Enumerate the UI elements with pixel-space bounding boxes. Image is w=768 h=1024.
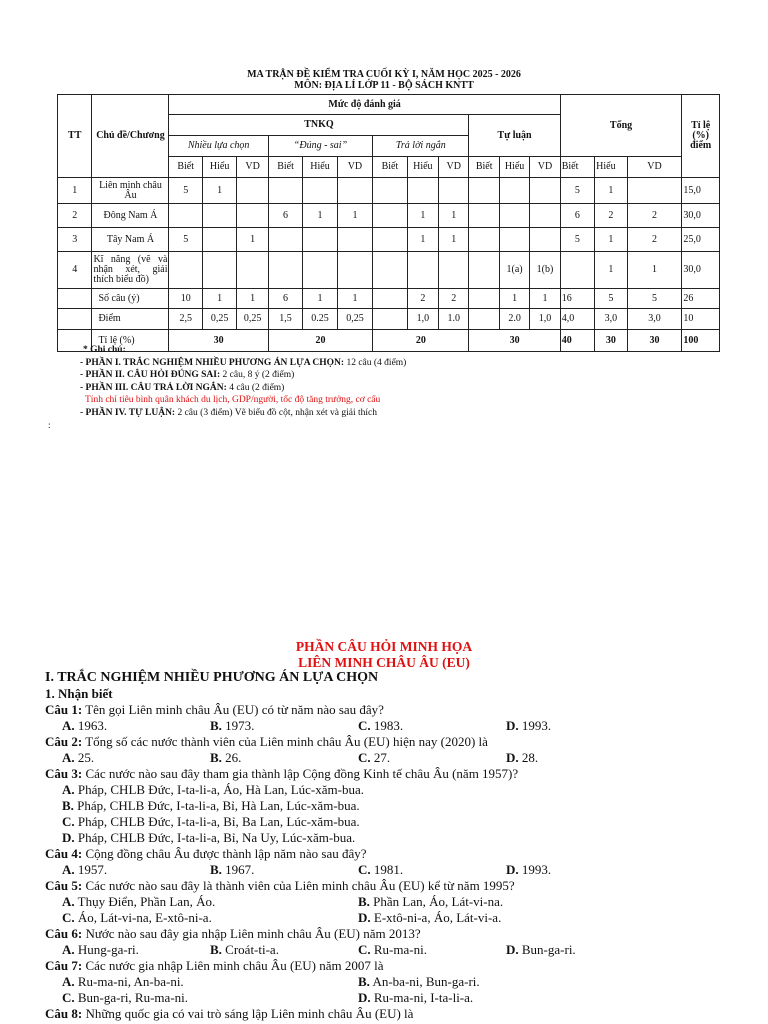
ti-le-cell: 20 (268, 330, 372, 352)
note-red: Tính chỉ tiêu bình quân khách du lịch, GDP/người, tốc độ tăng trưởng, cơ cấu (85, 395, 381, 405)
matrix-cell: 1 (627, 252, 682, 289)
matrix-cell: 6 (560, 204, 594, 228)
level-header-cell: Hiểu (407, 157, 438, 178)
matrix-cell (337, 228, 372, 252)
matrix-cell (373, 178, 407, 204)
row-tt: 1 (58, 178, 92, 204)
matrix-cell (499, 204, 529, 228)
answer-option: C. Áo, Lát-vi-na, E-xtô-ni-a. (62, 910, 212, 925)
answer-option: A. 1957. (62, 862, 108, 877)
matrix-cell (439, 178, 469, 204)
subheading-nhan-biet: 1. Nhận biết (45, 686, 113, 701)
row-tt: 2 (58, 204, 92, 228)
row-topic: Kĩ năng (vẽ và nhận xét, giải thích biểu đồ) (92, 252, 169, 289)
notes-title: * Ghi chú: (83, 345, 126, 355)
level-header-cell: Biết (560, 157, 594, 178)
matrix-cell: 2 (595, 204, 627, 228)
summary-cell: 1.0 (439, 309, 469, 330)
matrix-title: MA TRẬN ĐỀ KIỂM TRA CUỐI KỲ I, NĂM HỌC 2025 - 2026 (247, 69, 521, 80)
summary-cell: 1 (337, 289, 372, 309)
matrix-cell (530, 228, 560, 252)
summary-cell: 10 (169, 289, 202, 309)
matrix-row (58, 178, 720, 204)
summary-cell: 1 (202, 289, 236, 309)
question-stem: Câu 8: Những quốc gia có vai trò sáng lập Liên minh châu Âu (EU) là (45, 1006, 414, 1021)
question-stem: Câu 1: Tên gọi Liên minh châu Âu (EU) có từ năm nào sau đây? (45, 702, 384, 717)
summary-cell (373, 289, 407, 309)
ti-le-cell: 30 (627, 330, 682, 352)
answer-option: C. 1983. (358, 718, 404, 733)
answer-option: D. E-xtô-ni-a, Áo, Lát-vi-a. (358, 910, 502, 925)
matrix-cell (169, 204, 202, 228)
header-muc-do: Mức độ đánh giá (169, 95, 560, 115)
answer-option: A. Thụy Điển, Phần Lan, Áo. (62, 894, 216, 909)
matrix-row (58, 228, 720, 252)
answer-option: A. 25. (62, 750, 95, 765)
matrix-cell (373, 228, 407, 252)
row-topic: Tây Nam Á (92, 228, 169, 252)
summary-cell: 0,25 (237, 309, 268, 330)
matrix-cell (373, 204, 407, 228)
summary-cell: 1 (303, 289, 337, 309)
matrix-cell (337, 252, 372, 289)
matrix-cell (237, 178, 268, 204)
matrix-cell (268, 228, 302, 252)
matrix-cell (407, 178, 438, 204)
summary-cell: 5 (627, 289, 682, 309)
matrix-cell (439, 252, 469, 289)
matrix-subtitle: MÔN: ĐỊA LÍ LỚP 11 - BỘ SÁCH KNTT (294, 80, 474, 91)
stray-colon: : (48, 420, 51, 430)
part-1-heading: I. TRẮC NGHIỆM NHIỀU PHƯƠNG ÁN LỰA CHỌN (45, 670, 379, 685)
matrix-cell (237, 204, 268, 228)
answer-option: B. 1973. (210, 718, 255, 733)
matrix-row (58, 204, 720, 228)
matrix-cell: 5 (560, 178, 594, 204)
summary-row-so-cau (58, 289, 720, 309)
summary-label: Tỉ lệ (%) (92, 330, 169, 352)
summary-cell: 1,0 (530, 309, 560, 330)
summary-cell: 2.0 (499, 309, 529, 330)
summary-cell: 0,25 (202, 309, 236, 330)
header-tu-luan: Tự luận (469, 115, 560, 157)
matrix-cell: 1 (303, 204, 337, 228)
matrix-cell: 25,0 (682, 228, 720, 252)
level-header-cell: VD (237, 157, 268, 178)
matrix-cell: 2 (627, 228, 682, 252)
matrix-cell (530, 178, 560, 204)
section-title: PHẦN CÂU HỎI MINH HỌA (295, 639, 473, 654)
ti-le-cell: 30 (595, 330, 627, 352)
summary-cell: 0,25 (337, 309, 372, 330)
matrix-cell (303, 178, 337, 204)
matrix-cell: 1 (595, 228, 627, 252)
header-tra-loi-ngan: Trả lời ngắn (373, 136, 469, 157)
question-stem: Câu 7: Các nước gia nhập Liên minh châu Âu (EU) năm 2007 là (45, 958, 384, 973)
level-header-cell: Hiểu (303, 157, 337, 178)
summary-cell: 5 (595, 289, 627, 309)
matrix-cell: 30,0 (682, 252, 720, 289)
level-header-cell: VD (530, 157, 560, 178)
row-topic: Đông Nam Á (92, 204, 169, 228)
matrix-row (58, 252, 720, 289)
answer-option: D. 1993. (506, 718, 552, 733)
matrix-cell (499, 178, 529, 204)
answer-option: A. Ru-ma-ni, An-ba-ni. (62, 974, 184, 989)
ti-le-cell: 40 (560, 330, 594, 352)
level-header-cell: Hiểu (499, 157, 529, 178)
answer-option: D. Ru-ma-ni, I-ta-li-a. (358, 990, 474, 1005)
matrix-cell (169, 252, 202, 289)
assessment-matrix-table (57, 94, 720, 352)
question-stem: Câu 4: Cộng đồng châu Âu được thành lập năm nào sau đây? (45, 846, 367, 861)
question-stem: Câu 2: Tổng số các nước thành viên của Liên minh châu Âu (EU) hiện nay (2020) là (45, 734, 488, 749)
level-header-cell: Biết (373, 157, 407, 178)
level-header-cell: Hiểu (202, 157, 236, 178)
summary-cell: 4,0 (560, 309, 594, 330)
row-topic: Liên minh châu Âu (92, 178, 169, 204)
row-tt: 4 (58, 252, 92, 289)
matrix-cell (202, 228, 236, 252)
matrix-cell (337, 178, 372, 204)
summary-label: Điểm (92, 309, 169, 330)
answer-option: D. Pháp, CHLB Đức, I-ta-li-a, Bỉ, Na Uy, Lúc-xăm-bua. (62, 830, 356, 845)
matrix-cell: 5 (169, 228, 202, 252)
summary-cell: 2 (439, 289, 469, 309)
level-header-cell: VD (439, 157, 469, 178)
matrix-cell (530, 204, 560, 228)
answer-option: D. Bun-ga-ri. (506, 942, 576, 957)
answer-option: B. 26. (210, 750, 242, 765)
level-header-cell: VD (337, 157, 372, 178)
answer-option: D. 28. (506, 750, 539, 765)
matrix-cell (499, 228, 529, 252)
matrix-cell (373, 252, 407, 289)
summary-cell: 2,5 (169, 309, 202, 330)
answer-option: C. Bun-ga-ri, Ru-ma-ni. (62, 990, 189, 1005)
ti-le-cell: 20 (373, 330, 469, 352)
header-tong: Tổng (560, 95, 682, 157)
row-tt: 3 (58, 228, 92, 252)
section-subtitle: LIÊN MINH CHÂU ÂU (EU) (298, 655, 470, 670)
summary-cell: 0.25 (303, 309, 337, 330)
matrix-cell: 1 (407, 204, 438, 228)
level-header-cell: Biết (169, 157, 202, 178)
matrix-cell: 1(b) (530, 252, 560, 289)
matrix-cell: 1 (237, 228, 268, 252)
header-ti-le: Tỉ lệ (%) điểm (682, 95, 720, 178)
matrix-cell: 1 (337, 204, 372, 228)
summary-cell: 1 (237, 289, 268, 309)
matrix-cell: 30,0 (682, 204, 720, 228)
answer-option: B. 1967. (210, 862, 255, 877)
matrix-cell: 15,0 (682, 178, 720, 204)
summary-cell: 16 (560, 289, 594, 309)
summary-cell: 1 (499, 289, 529, 309)
matrix-cell (469, 228, 499, 252)
matrix-cell (627, 178, 682, 204)
question-stem: Câu 5: Các nước nào sau đây là thành viên của Liên minh châu Âu (EU) kể từ năm 1995? (45, 878, 515, 893)
summary-cell (373, 309, 407, 330)
summary-cell: 1,0 (407, 309, 438, 330)
level-header-cell: Biết (469, 157, 499, 178)
answer-option: C. 1981. (358, 862, 404, 877)
header-tt: TT (58, 95, 92, 178)
ti-le-cell: 30 (469, 330, 560, 352)
answer-option: D. 1993. (506, 862, 552, 877)
answer-option: B. Phần Lan, Áo, Lát-vi-na. (358, 894, 504, 909)
matrix-cell: 1 (407, 228, 438, 252)
summary-cell: 10 (682, 309, 720, 330)
header-chu-de: Chủ đề/Chương (92, 95, 169, 178)
level-header-cell: Hiểu (595, 157, 627, 178)
answer-option: A. 1963. (62, 718, 108, 733)
matrix-cell (469, 204, 499, 228)
summary-cell (469, 309, 499, 330)
header-tnkq: TNKQ (169, 115, 469, 136)
note-part-3: - PHẦN III. CÂU TRẢ LỜI NGẮN: 4 câu (2 điểm) (80, 382, 285, 393)
answer-option: B. Pháp, CHLB Đức, I-ta-li-a, Bỉ, Hà Lan, Lúc-xăm-bua. (62, 798, 360, 813)
matrix-cell: 5 (169, 178, 202, 204)
level-header-cell: Biết (268, 157, 302, 178)
matrix-cell (202, 252, 236, 289)
matrix-cell: 5 (560, 228, 594, 252)
answer-option: B. Croát-ti-a. (210, 942, 279, 957)
summary-row-diem (58, 309, 720, 330)
summary-label: Số câu (ý) (92, 289, 169, 309)
matrix-cell (202, 204, 236, 228)
ti-le-cell: 100 (682, 330, 720, 352)
note-part-1: - PHẦN I. TRẮC NGHIỆM NHIỀU PHƯƠNG ÁN LỰA CHỌN: 12 câu (4 điểm) (80, 357, 407, 368)
level-header-cell: VD (627, 157, 682, 178)
answer-option: C. 27. (358, 750, 391, 765)
question-stem: Câu 6: Nước nào sau đây gia nhập Liên minh châu Âu (EU) năm 2013? (45, 926, 421, 941)
matrix-cell: 1 (439, 228, 469, 252)
matrix-cell: 2 (627, 204, 682, 228)
matrix-cell: 1(a) (499, 252, 529, 289)
summary-cell: 1,5 (268, 309, 302, 330)
matrix-cell (303, 252, 337, 289)
answer-option: C. Ru-ma-ni. (358, 942, 427, 957)
matrix-cell (407, 252, 438, 289)
matrix-cell: 1 (595, 252, 627, 289)
ti-le-cell: 30 (169, 330, 268, 352)
answer-option: A. Pháp, CHLB Đức, I-ta-li-a, Áo, Hà Lan, Lúc-xăm-bua. (62, 782, 364, 797)
matrix-cell (303, 228, 337, 252)
matrix-cell (469, 178, 499, 204)
summary-cell: 6 (268, 289, 302, 309)
matrix-cell (237, 252, 268, 289)
summary-cell: 26 (682, 289, 720, 309)
answer-option: B. An-ba-ni, Bun-ga-ri. (358, 974, 480, 989)
matrix-cell (469, 252, 499, 289)
matrix-cell (268, 252, 302, 289)
summary-cell: 1 (530, 289, 560, 309)
answer-option: A. Hung-ga-ri. (62, 942, 139, 957)
matrix-cell: 6 (268, 204, 302, 228)
matrix-cell: 1 (595, 178, 627, 204)
summary-cell: 3,0 (627, 309, 682, 330)
matrix-cell: 1 (439, 204, 469, 228)
notes (80, 344, 406, 419)
summary-cell: 2 (407, 289, 438, 309)
header-nhieu-lua-chon: Nhiều lựa chọn (169, 136, 268, 157)
note-part-2: - PHẦN II. CÂU HỎI ĐÚNG SAI: 2 câu, 8 ý (2 điểm) (80, 370, 295, 380)
header-dung-sai: “Đúng - sai” (268, 136, 372, 157)
note-part-4: - PHẦN IV. TỰ LUẬN: 2 câu (3 điểm) Vẽ biểu đồ cột, nhận xét và giải thích (80, 407, 377, 418)
summary-cell: 3,0 (595, 309, 627, 330)
matrix-cell (268, 178, 302, 204)
summary-cell (469, 289, 499, 309)
answer-option: C. Pháp, CHLB Đức, I-ta-li-a, Bỉ, Ba Lan, Lúc-xăm-bua. (62, 814, 360, 829)
question-stem: Câu 3: Các nước nào sau đây tham gia thành lập Cộng đồng Kinh tế châu Âu (năm 1957)? (45, 766, 519, 781)
matrix-cell: 1 (202, 178, 236, 204)
matrix-cell (560, 252, 594, 289)
